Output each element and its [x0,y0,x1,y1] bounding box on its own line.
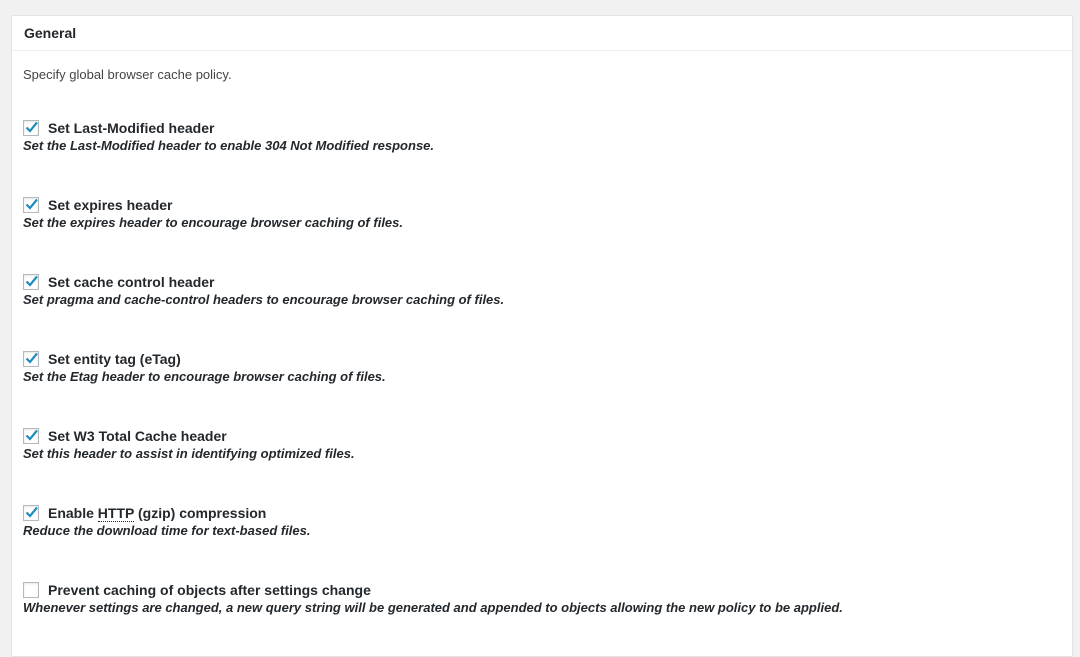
gzip-checkbox[interactable] [23,505,39,521]
general-panel [11,15,1073,657]
expires-checkbox[interactable] [23,197,39,213]
option-cache-control [23,273,504,308]
last-modified-checkbox[interactable] [23,120,39,136]
last-modified-description: Set the Last-Modified header to enable 304 Not Modified response. [23,138,435,153]
cache-control-checkbox[interactable] [23,274,39,290]
checkmark-icon [23,273,40,290]
checkmark-icon [23,350,40,367]
gzip-label[interactable] [48,505,266,521]
option-etag [23,350,386,385]
expires-label[interactable]: Set expires header [48,197,173,213]
panel-intro: Specify global browser cache policy. [23,67,232,82]
checkmark-icon [23,119,40,136]
checkmark-icon [23,504,40,521]
cache-control-description: Set pragma and cache-control headers to encourage browser caching of files. [23,292,505,307]
prevent-caching-checkbox[interactable] [23,582,39,598]
panel-header [12,16,1072,51]
etag-checkbox[interactable] [23,351,39,367]
option-prevent-caching [23,581,843,616]
w3tc-header-checkbox[interactable] [23,428,39,444]
etag-label[interactable]: Set entity tag (eTag) [48,351,181,367]
gzip-label-suffix: (gzip) compression [134,505,267,521]
checkmark-icon [23,427,40,444]
prevent-caching-label[interactable]: Prevent caching of objects after settings change [48,582,371,598]
option-w3tc-header [23,427,355,462]
checkmark-icon [23,196,40,213]
gzip-description: Reduce the download time for text-based files. [23,523,311,538]
last-modified-label[interactable]: Set Last-Modified header [48,120,215,136]
http-acronym: HTTP [97,505,135,521]
option-expires [23,196,403,231]
panel-title: General [24,25,77,41]
w3tc-header-label[interactable]: Set W3 Total Cache header [48,428,227,444]
option-gzip [23,504,311,539]
expires-description: Set the expires header to encourage browser caching of files. [23,215,404,230]
w3tc-header-description: Set this header to assist in identifying optimized files. [23,446,355,461]
option-last-modified [23,119,434,154]
cache-control-label[interactable]: Set cache control header [48,274,215,290]
gzip-label-prefix: Enable [48,505,98,521]
etag-description: Set the Etag header to encourage browser caching of files. [23,369,386,384]
prevent-caching-description: Whenever settings are changed, a new query string will be generated and appended to objects allowing the new policy to be applied. [23,600,843,615]
